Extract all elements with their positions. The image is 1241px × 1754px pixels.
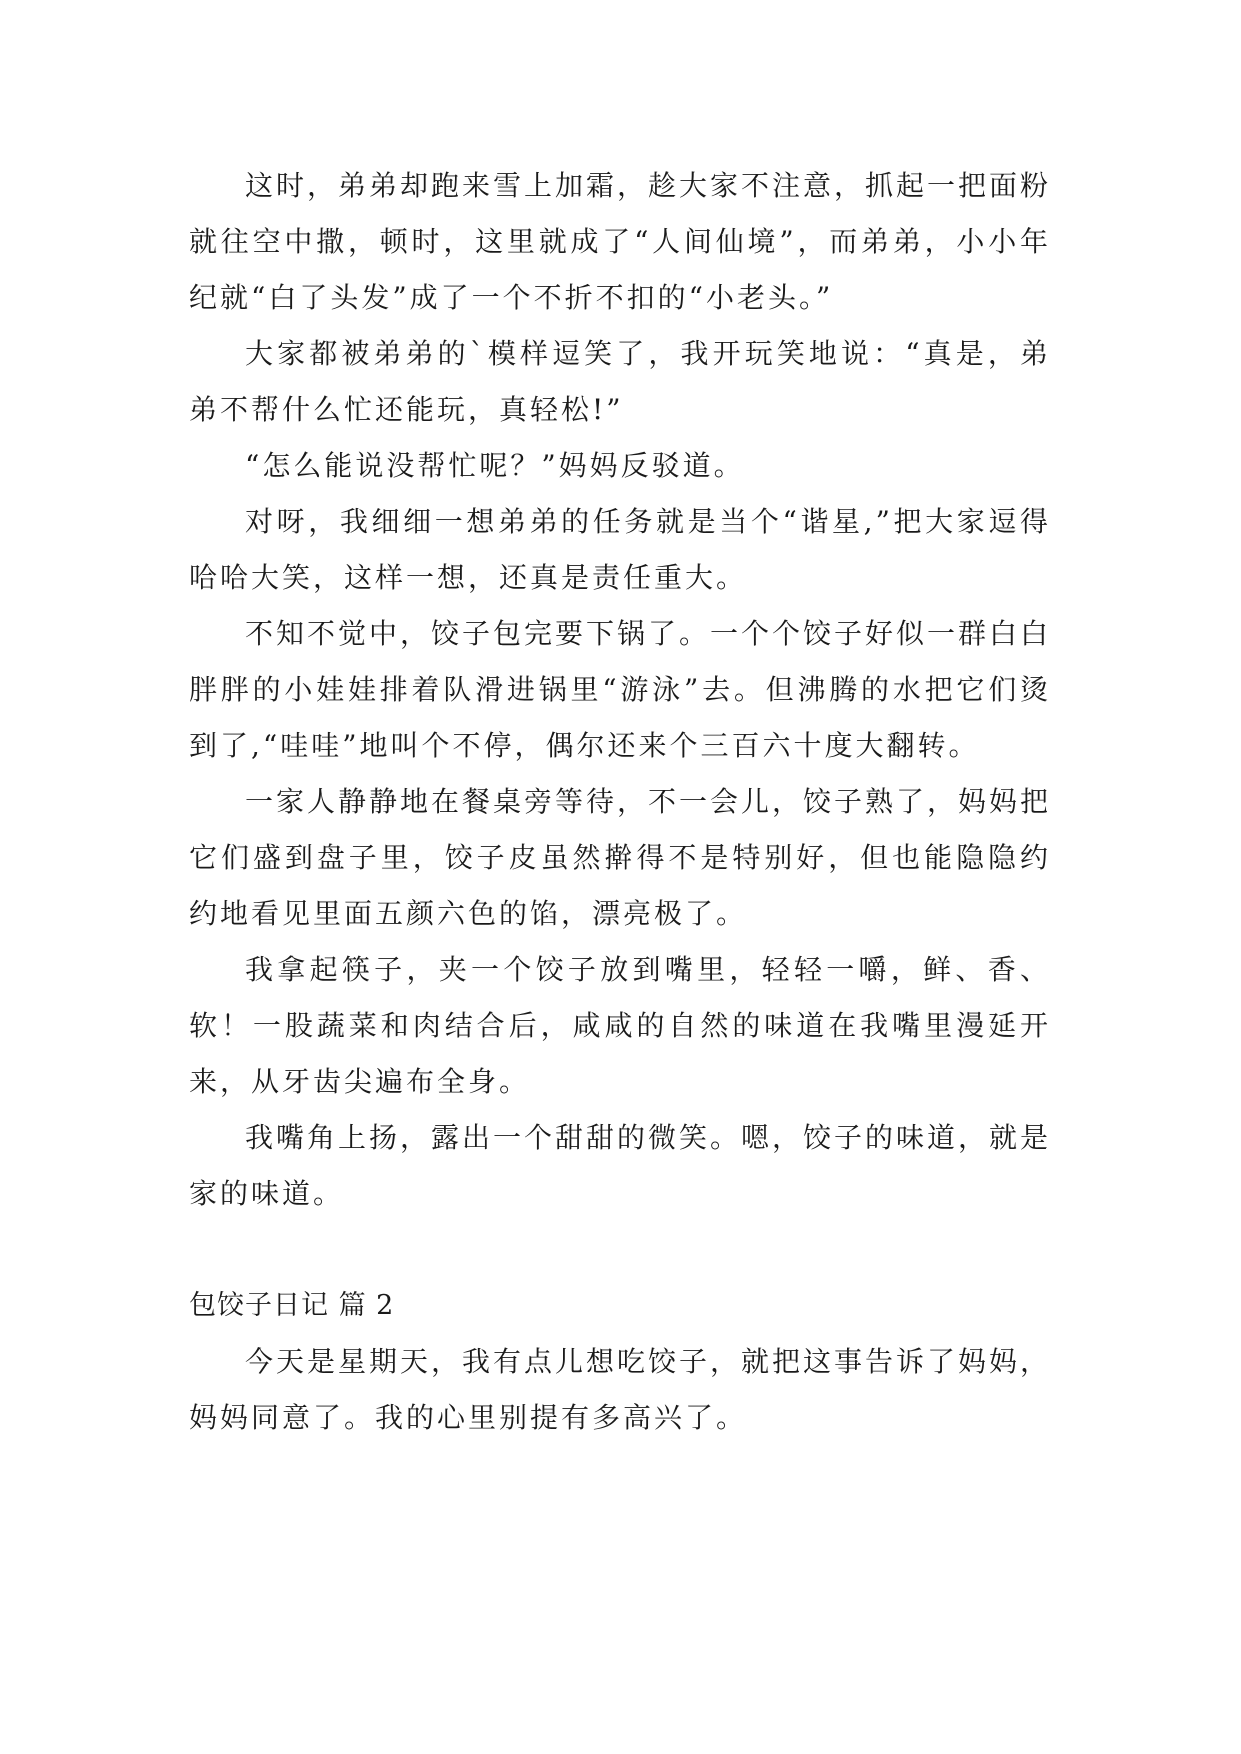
paragraph: 一家人静静地在餐桌旁等待，不一会儿，饺子熟了，妈妈把它们盛到盘子里，饺子皮虽然擀得不是特别好，但也能隐隐约约地看见里面五颜六色的馅，漂亮极了。	[189, 785, 1052, 930]
paragraph: 这时，弟弟却跑来雪上加霜，趁大家不注意，抓起一把面粉就往空中撒，顿时，这里就成了“人间仙境”，而弟弟，小小年纪就“白了头发”成了一个不折不扣的“小老头。”	[189, 169, 1052, 314]
paragraph: 我拿起筷子，夹一个饺子放到嘴里，轻轻一嚼，鲜、香、软！一股蔬菜和肉结合后，咸咸的自然的味道在我嘴里漫延开来，从牙齿尖遍布全身。	[189, 953, 1051, 1098]
paragraph: 大家都被弟弟的`模样逗笑了，我开玩笑地说：“真是，弟弟不帮什么忙还能玩，真轻松!”	[189, 337, 1051, 426]
paragraph: “怎么能说没帮忙呢？”妈妈反驳道。	[245, 449, 745, 482]
paragraph: 今天是星期天，我有点儿想吃饺子，就把这事告诉了妈妈，妈妈同意了。我的心里别提有多高兴了。	[189, 1345, 1052, 1434]
section-title: 包饺子日记 篇 2	[189, 1290, 395, 1321]
paragraph: 对呀，我细细一想弟弟的任务就是当个“谐星,”把大家逗得哈哈大笑，这样一想，还真是责任重大。	[189, 505, 1051, 594]
paragraph: 我嘴角上扬，露出一个甜甜的微笑。嗯，饺子的味道，就是家的味道。	[189, 1121, 1052, 1210]
document-body	[189, 158, 1051, 1446]
paragraph: 不知不觉中，饺子包完要下锅了。一个个饺子好似一群白白胖胖的小娃娃排着队滑进锅里“游泳”去。但沸腾的水把它们烫到了,“哇哇”地叫个不停，偶尔还来个三百六十度大翻转。	[189, 617, 1052, 762]
